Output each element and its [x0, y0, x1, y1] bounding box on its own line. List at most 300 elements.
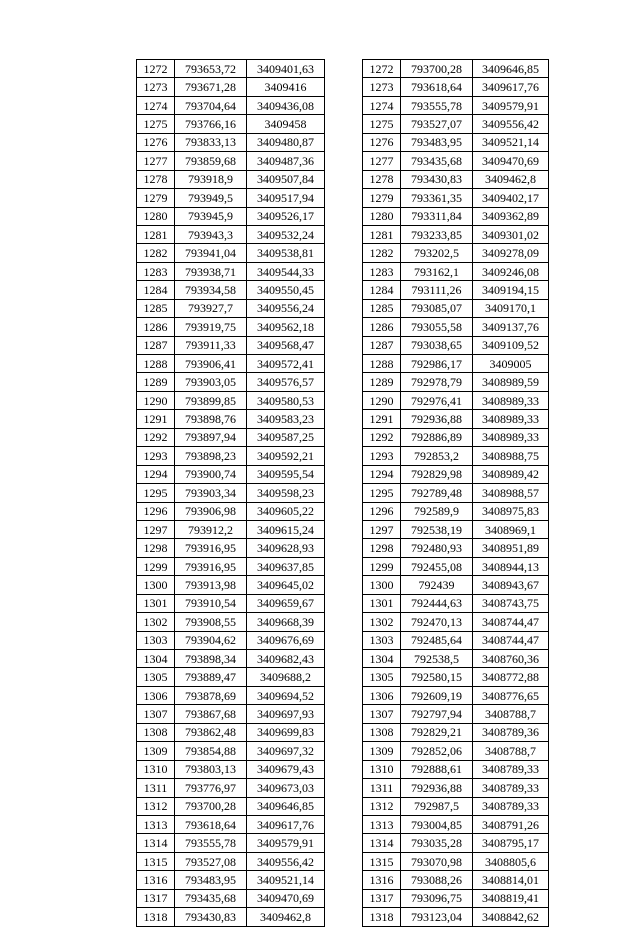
x-coordinate-cell: 793653,72: [175, 60, 247, 78]
y-coordinate-cell: 3408789,33: [473, 760, 549, 778]
x-coordinate-cell: 793527,08: [175, 852, 247, 870]
table-row: [363, 60, 549, 78]
x-coordinate-cell: 793618,64: [401, 78, 473, 96]
point-number-cell: 1297: [363, 520, 401, 538]
table-row: [363, 244, 549, 262]
x-coordinate-cell: 793111,26: [401, 281, 473, 299]
table-row: [137, 576, 325, 594]
point-number-cell: 1306: [363, 686, 401, 704]
point-number-cell: 1278: [137, 170, 175, 188]
x-coordinate-cell: 793945,9: [175, 207, 247, 225]
point-number-cell: 1282: [363, 244, 401, 262]
table-row: [363, 908, 549, 926]
point-number-cell: 1275: [137, 115, 175, 133]
y-coordinate-cell: 3409579,91: [473, 96, 549, 114]
x-coordinate-cell: 793162,1: [401, 262, 473, 280]
y-coordinate-cell: 3409194,15: [473, 281, 549, 299]
x-coordinate-cell: 793833,13: [175, 133, 247, 151]
table-row: [363, 484, 549, 502]
point-number-cell: 1315: [363, 852, 401, 870]
table-row: [363, 115, 549, 133]
y-coordinate-cell: 3409688,2: [247, 668, 325, 686]
x-coordinate-cell: 793906,98: [175, 502, 247, 520]
x-coordinate-cell: 792987,5: [401, 797, 473, 815]
y-coordinate-cell: 3408760,36: [473, 650, 549, 668]
y-coordinate-cell: 3409005: [473, 355, 549, 373]
table-row: [137, 96, 325, 114]
table-row: [363, 410, 549, 428]
point-number-cell: 1303: [363, 631, 401, 649]
y-coordinate-cell: 3409416: [247, 78, 325, 96]
x-coordinate-cell: 793943,3: [175, 225, 247, 243]
point-number-cell: 1280: [363, 207, 401, 225]
x-coordinate-cell: 793859,68: [175, 152, 247, 170]
y-coordinate-cell: 3408805,6: [473, 852, 549, 870]
table-row: [363, 705, 549, 723]
y-coordinate-cell: 3409521,14: [473, 133, 549, 151]
table-row: [137, 262, 325, 280]
y-coordinate-cell: 3408989,59: [473, 373, 549, 391]
point-number-cell: 1294: [137, 465, 175, 483]
point-number-cell: 1276: [137, 133, 175, 151]
point-number-cell: 1283: [363, 262, 401, 280]
x-coordinate-cell: 793898,23: [175, 447, 247, 465]
x-coordinate-cell: 793435,68: [175, 889, 247, 907]
point-number-cell: 1317: [363, 889, 401, 907]
y-coordinate-cell: 3409521,14: [247, 871, 325, 889]
y-coordinate-cell: 3409170,1: [473, 299, 549, 317]
table-row: [363, 207, 549, 225]
y-coordinate-cell: 3409137,76: [473, 318, 549, 336]
table-row: [137, 705, 325, 723]
x-coordinate-cell: 792829,98: [401, 465, 473, 483]
x-coordinate-cell: 792797,94: [401, 705, 473, 723]
table-row: [137, 797, 325, 815]
table-row: [363, 502, 549, 520]
point-number-cell: 1303: [137, 631, 175, 649]
x-coordinate-cell: 793430,83: [175, 908, 247, 926]
y-coordinate-cell: 3409598,23: [247, 484, 325, 502]
y-coordinate-cell: 3409556,42: [473, 115, 549, 133]
table-row: [137, 613, 325, 631]
point-number-cell: 1308: [363, 723, 401, 741]
x-coordinate-cell: 793430,83: [401, 170, 473, 188]
point-number-cell: 1274: [137, 96, 175, 114]
table-row: [363, 391, 549, 409]
y-coordinate-cell: 3409697,93: [247, 705, 325, 723]
y-coordinate-cell: 3409572,41: [247, 355, 325, 373]
x-coordinate-cell: 793776,97: [175, 779, 247, 797]
x-coordinate-cell: 793483,95: [175, 871, 247, 889]
point-number-cell: 1302: [137, 613, 175, 631]
x-coordinate-cell: 792853,2: [401, 447, 473, 465]
point-number-cell: 1275: [363, 115, 401, 133]
y-coordinate-cell: 3409458: [247, 115, 325, 133]
x-coordinate-cell: 792609,19: [401, 686, 473, 704]
y-coordinate-cell: 3409568,47: [247, 336, 325, 354]
table-row: [137, 318, 325, 336]
x-coordinate-cell: 792455,08: [401, 557, 473, 575]
y-coordinate-cell: 3408814,01: [473, 871, 549, 889]
table-row: [363, 779, 549, 797]
point-number-cell: 1299: [137, 557, 175, 575]
point-number-cell: 1306: [137, 686, 175, 704]
y-coordinate-cell: 3409556,24: [247, 299, 325, 317]
table-row: [137, 908, 325, 926]
x-coordinate-cell: 793671,28: [175, 78, 247, 96]
table-row: [363, 815, 549, 833]
coordinates-table-left-body: [137, 60, 325, 927]
y-coordinate-cell: 3408944,13: [473, 557, 549, 575]
y-coordinate-cell: 3409532,24: [247, 225, 325, 243]
y-coordinate-cell: 3409682,43: [247, 650, 325, 668]
y-coordinate-cell: 3409583,23: [247, 410, 325, 428]
table-row: [137, 189, 325, 207]
y-coordinate-cell: 3409526,17: [247, 207, 325, 225]
table-row: [137, 410, 325, 428]
table-row: [137, 594, 325, 612]
point-number-cell: 1272: [363, 60, 401, 78]
table-row: [137, 207, 325, 225]
point-number-cell: 1277: [363, 152, 401, 170]
table-row: [137, 152, 325, 170]
x-coordinate-cell: 793934,58: [175, 281, 247, 299]
y-coordinate-cell: 3408795,17: [473, 834, 549, 852]
x-coordinate-cell: 793055,58: [401, 318, 473, 336]
y-coordinate-cell: 3409401,63: [247, 60, 325, 78]
table-row: [363, 133, 549, 151]
y-coordinate-cell: 3408842,62: [473, 908, 549, 926]
y-coordinate-cell: 3409646,85: [247, 797, 325, 815]
y-coordinate-cell: 3409562,18: [247, 318, 325, 336]
y-coordinate-cell: 3409470,69: [247, 889, 325, 907]
y-coordinate-cell: 3408975,83: [473, 502, 549, 520]
point-number-cell: 1272: [137, 60, 175, 78]
point-number-cell: 1315: [137, 852, 175, 870]
y-coordinate-cell: 3408943,67: [473, 576, 549, 594]
table-row: [137, 834, 325, 852]
point-number-cell: 1286: [137, 318, 175, 336]
y-coordinate-cell: 3409679,43: [247, 760, 325, 778]
y-coordinate-cell: 3408789,33: [473, 779, 549, 797]
point-number-cell: 1307: [137, 705, 175, 723]
x-coordinate-cell: 793908,55: [175, 613, 247, 631]
point-number-cell: 1284: [137, 281, 175, 299]
x-coordinate-cell: 793088,26: [401, 871, 473, 889]
coordinates-table-left: [136, 59, 325, 927]
table-row: [137, 428, 325, 446]
y-coordinate-cell: 3409605,22: [247, 502, 325, 520]
point-number-cell: 1298: [363, 539, 401, 557]
point-number-cell: 1318: [137, 908, 175, 926]
x-coordinate-cell: 793123,04: [401, 908, 473, 926]
x-coordinate-cell: 793555,78: [175, 834, 247, 852]
point-number-cell: 1295: [137, 484, 175, 502]
point-number-cell: 1279: [137, 189, 175, 207]
x-coordinate-cell: 792538,19: [401, 520, 473, 538]
point-number-cell: 1276: [363, 133, 401, 151]
table-row: [363, 96, 549, 114]
y-coordinate-cell: 3409246,08: [473, 262, 549, 280]
table-row: [363, 225, 549, 243]
x-coordinate-cell: 793910,54: [175, 594, 247, 612]
point-number-cell: 1290: [137, 391, 175, 409]
x-coordinate-cell: 793483,95: [401, 133, 473, 151]
point-number-cell: 1288: [137, 355, 175, 373]
y-coordinate-cell: 3408772,88: [473, 668, 549, 686]
x-coordinate-cell: 792936,88: [401, 410, 473, 428]
table-row: [363, 299, 549, 317]
table-row: [363, 447, 549, 465]
x-coordinate-cell: 793311,84: [401, 207, 473, 225]
table-row: [363, 594, 549, 612]
table-row: [363, 557, 549, 575]
point-number-cell: 1318: [363, 908, 401, 926]
x-coordinate-cell: 793202,5: [401, 244, 473, 262]
point-number-cell: 1279: [363, 189, 401, 207]
table-row: [137, 447, 325, 465]
table-row: [363, 871, 549, 889]
table-row: [363, 760, 549, 778]
x-coordinate-cell: 792976,41: [401, 391, 473, 409]
y-coordinate-cell: 3408789,33: [473, 797, 549, 815]
x-coordinate-cell: 792789,48: [401, 484, 473, 502]
table-row: [363, 428, 549, 446]
point-number-cell: 1313: [363, 815, 401, 833]
table-row: [137, 852, 325, 870]
y-coordinate-cell: 3409646,85: [473, 60, 549, 78]
point-number-cell: 1277: [137, 152, 175, 170]
x-coordinate-cell: 793912,2: [175, 520, 247, 538]
x-coordinate-cell: 792444,63: [401, 594, 473, 612]
coordinates-table-right: [362, 59, 549, 927]
x-coordinate-cell: 792470,13: [401, 613, 473, 631]
y-coordinate-cell: 3408989,33: [473, 410, 549, 428]
x-coordinate-cell: 793911,33: [175, 336, 247, 354]
table-row: [137, 502, 325, 520]
y-coordinate-cell: 3408819,41: [473, 889, 549, 907]
table-row: [363, 465, 549, 483]
point-number-cell: 1301: [137, 594, 175, 612]
x-coordinate-cell: 792580,15: [401, 668, 473, 686]
point-number-cell: 1296: [363, 502, 401, 520]
y-coordinate-cell: 3409402,17: [473, 189, 549, 207]
y-coordinate-cell: 3409517,94: [247, 189, 325, 207]
table-row: [137, 299, 325, 317]
y-coordinate-cell: 3409694,52: [247, 686, 325, 704]
point-number-cell: 1273: [363, 78, 401, 96]
y-coordinate-cell: 3408744,47: [473, 613, 549, 631]
x-coordinate-cell: 793766,16: [175, 115, 247, 133]
point-number-cell: 1281: [363, 225, 401, 243]
x-coordinate-cell: 792485,64: [401, 631, 473, 649]
table-row: [363, 152, 549, 170]
point-number-cell: 1285: [363, 299, 401, 317]
point-number-cell: 1313: [137, 815, 175, 833]
x-coordinate-cell: 793700,28: [175, 797, 247, 815]
table-row: [137, 484, 325, 502]
point-number-cell: 1273: [137, 78, 175, 96]
y-coordinate-cell: 3409538,81: [247, 244, 325, 262]
point-number-cell: 1316: [363, 871, 401, 889]
point-number-cell: 1311: [137, 779, 175, 797]
table-row: [137, 391, 325, 409]
point-number-cell: 1293: [363, 447, 401, 465]
y-coordinate-cell: 3409301,02: [473, 225, 549, 243]
table-row: [137, 742, 325, 760]
table-row: [137, 78, 325, 96]
point-number-cell: 1299: [363, 557, 401, 575]
point-number-cell: 1314: [363, 834, 401, 852]
x-coordinate-cell: 793527,07: [401, 115, 473, 133]
x-coordinate-cell: 793004,85: [401, 815, 473, 833]
table-row: [137, 244, 325, 262]
x-coordinate-cell: 793233,85: [401, 225, 473, 243]
x-coordinate-cell: 793700,28: [401, 60, 473, 78]
point-number-cell: 1310: [137, 760, 175, 778]
x-coordinate-cell: 793918,9: [175, 170, 247, 188]
table-row: [363, 355, 549, 373]
table-row: [137, 815, 325, 833]
point-number-cell: 1309: [137, 742, 175, 760]
x-coordinate-cell: 793916,95: [175, 539, 247, 557]
x-coordinate-cell: 793916,95: [175, 557, 247, 575]
y-coordinate-cell: 3408988,57: [473, 484, 549, 502]
x-coordinate-cell: 792538,5: [401, 650, 473, 668]
table-row: [137, 760, 325, 778]
x-coordinate-cell: 793903,34: [175, 484, 247, 502]
point-number-cell: 1291: [363, 410, 401, 428]
point-number-cell: 1274: [363, 96, 401, 114]
y-coordinate-cell: 3408988,75: [473, 447, 549, 465]
x-coordinate-cell: 793085,07: [401, 299, 473, 317]
table-row: [137, 871, 325, 889]
table-row: [363, 262, 549, 280]
point-number-cell: 1295: [363, 484, 401, 502]
point-number-cell: 1311: [363, 779, 401, 797]
x-coordinate-cell: 792439: [401, 576, 473, 594]
point-number-cell: 1287: [363, 336, 401, 354]
table-row: [137, 779, 325, 797]
point-number-cell: 1305: [137, 668, 175, 686]
y-coordinate-cell: 3409676,69: [247, 631, 325, 649]
point-number-cell: 1282: [137, 244, 175, 262]
y-coordinate-cell: 3409617,76: [473, 78, 549, 96]
x-coordinate-cell: 793862,48: [175, 723, 247, 741]
table-row: [137, 723, 325, 741]
x-coordinate-cell: 792480,93: [401, 539, 473, 557]
x-coordinate-cell: 793897,94: [175, 428, 247, 446]
point-number-cell: 1286: [363, 318, 401, 336]
x-coordinate-cell: 792978,79: [401, 373, 473, 391]
coordinates-table-right-body: [363, 60, 549, 927]
x-coordinate-cell: 793854,88: [175, 742, 247, 760]
table-row: [363, 373, 549, 391]
table-row: [363, 170, 549, 188]
table-row: [363, 281, 549, 299]
x-coordinate-cell: 793919,75: [175, 318, 247, 336]
x-coordinate-cell: 793096,75: [401, 889, 473, 907]
y-coordinate-cell: 3408989,33: [473, 428, 549, 446]
table-row: [363, 650, 549, 668]
y-coordinate-cell: 3409592,21: [247, 447, 325, 465]
table-row: [137, 557, 325, 575]
table-row: [137, 465, 325, 483]
point-number-cell: 1308: [137, 723, 175, 741]
point-number-cell: 1317: [137, 889, 175, 907]
table-row: [363, 631, 549, 649]
x-coordinate-cell: 793435,68: [401, 152, 473, 170]
table-row: [363, 797, 549, 815]
y-coordinate-cell: 3408951,89: [473, 539, 549, 557]
y-coordinate-cell: 3408788,7: [473, 742, 549, 760]
x-coordinate-cell: 793903,05: [175, 373, 247, 391]
point-number-cell: 1289: [363, 373, 401, 391]
table-row: [363, 834, 549, 852]
x-coordinate-cell: 793913,98: [175, 576, 247, 594]
point-number-cell: 1302: [363, 613, 401, 631]
y-coordinate-cell: 3408791,26: [473, 815, 549, 833]
table-row: [137, 225, 325, 243]
table-row: [137, 631, 325, 649]
x-coordinate-cell: 792888,61: [401, 760, 473, 778]
y-coordinate-cell: 3409556,42: [247, 852, 325, 870]
y-coordinate-cell: 3409673,03: [247, 779, 325, 797]
y-coordinate-cell: 3409507,84: [247, 170, 325, 188]
point-number-cell: 1294: [363, 465, 401, 483]
table-row: [363, 520, 549, 538]
x-coordinate-cell: 793899,85: [175, 391, 247, 409]
table-row: [137, 133, 325, 151]
point-number-cell: 1280: [137, 207, 175, 225]
y-coordinate-cell: 3409697,32: [247, 742, 325, 760]
y-coordinate-cell: 3408788,7: [473, 705, 549, 723]
x-coordinate-cell: 793555,78: [401, 96, 473, 114]
y-coordinate-cell: 3409595,54: [247, 465, 325, 483]
point-number-cell: 1293: [137, 447, 175, 465]
table-row: [363, 723, 549, 741]
point-number-cell: 1285: [137, 299, 175, 317]
table-row: [363, 742, 549, 760]
table-row: [363, 852, 549, 870]
x-coordinate-cell: 792886,89: [401, 428, 473, 446]
x-coordinate-cell: 792852,06: [401, 742, 473, 760]
x-coordinate-cell: 793927,7: [175, 299, 247, 317]
table-row: [363, 668, 549, 686]
table-row: [137, 281, 325, 299]
table-row: [137, 686, 325, 704]
y-coordinate-cell: 3409615,24: [247, 520, 325, 538]
y-coordinate-cell: 3409470,69: [473, 152, 549, 170]
y-coordinate-cell: 3409462,8: [473, 170, 549, 188]
point-number-cell: 1297: [137, 520, 175, 538]
point-number-cell: 1305: [363, 668, 401, 686]
x-coordinate-cell: 793941,04: [175, 244, 247, 262]
y-coordinate-cell: 3408989,42: [473, 465, 549, 483]
x-coordinate-cell: 793898,34: [175, 650, 247, 668]
point-number-cell: 1298: [137, 539, 175, 557]
y-coordinate-cell: 3409668,39: [247, 613, 325, 631]
point-number-cell: 1284: [363, 281, 401, 299]
x-coordinate-cell: 792936,88: [401, 779, 473, 797]
x-coordinate-cell: 793803,13: [175, 760, 247, 778]
point-number-cell: 1292: [363, 428, 401, 446]
table-row: [137, 170, 325, 188]
table-row: [363, 336, 549, 354]
x-coordinate-cell: 793900,74: [175, 465, 247, 483]
point-number-cell: 1290: [363, 391, 401, 409]
y-coordinate-cell: 3409580,53: [247, 391, 325, 409]
